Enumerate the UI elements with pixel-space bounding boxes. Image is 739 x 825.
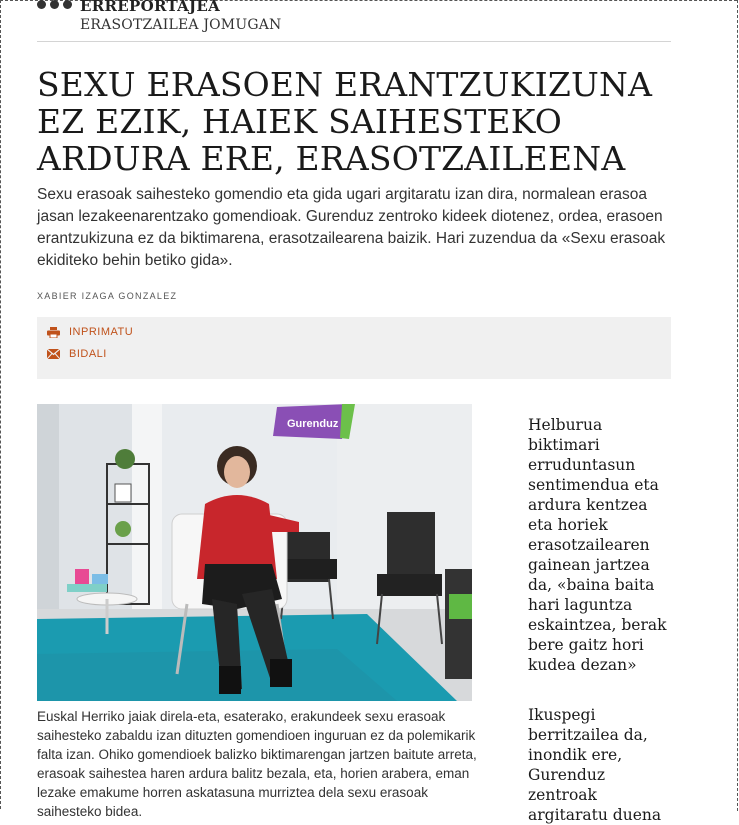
article-title: SEXU ERASOEN ERANTZUKIZUNA EZ EZIK, HAIEK SAIHESTEKO ARDURA ERE, ERASOTZAILEENA bbox=[37, 65, 653, 178]
article-body: Euskal Herriko jaiak direla-eta, esaterako, erakundeek sexu erasoak saihesteko zabaldu izan dituzten gomendioen inguruan ez da polemikarik falta izan. Ohiko gomendioek balizko biktimarengan jartzen baitute arreta, erasoak saihestea haren ardura balitz bezala, eta, horien arabera, eman lezake emakume horren askatasuna murriztea dela sexu erasoak saihesteko bidea. bbox=[37, 709, 477, 819]
section-label[interactable]: ERREPORTAJEA bbox=[80, 0, 221, 15]
page-frame-right bbox=[737, 0, 738, 811]
subsection-label[interactable]: ERASOTZAILEA JOMUGAN bbox=[80, 17, 282, 33]
article-tools-box bbox=[37, 317, 671, 379]
print-button[interactable] bbox=[47, 326, 133, 338]
pull-quote-2: Ikuspegi berritzailea da, inondik ere, Gurenduz zentroak argitaratu duena bbox=[528, 706, 662, 824]
sign-text: Gurenduz bbox=[287, 418, 339, 430]
envelope-icon bbox=[47, 349, 60, 359]
article-byline: XABIER IZAGA GONZALEZ bbox=[37, 291, 178, 301]
send-label: BIDALI bbox=[69, 348, 107, 360]
pull-quote-1: Helburua biktimari erruduntasun sentimendua eta ardura kentzea eta horiek erasotzailearen gainean jartzea da, «baina baita hari laguntza eskaintzea, berak bere gaitz hori kudea dezan» bbox=[528, 416, 667, 674]
article-photo bbox=[37, 404, 472, 701]
printer-icon bbox=[47, 327, 60, 338]
print-label: INPRIMATU bbox=[69, 326, 134, 338]
article-lead: Sexu erasoak saihesteko gomendio eta gida ugari argitaratu izan dira, normalean erasoa jasan lezakeenarentzako gomendioak. Gurenduz zentroko kideek diotenez, ordea, erasoen erantzukizuna ez da biktimarena, erasotzailearena baizik. Hari zuzendua da «Sexu erasoak ekiditeko behin betiko gida». bbox=[37, 186, 666, 269]
header-divider bbox=[37, 41, 671, 42]
section-dots-icon bbox=[37, 0, 72, 9]
send-button[interactable] bbox=[47, 348, 107, 360]
